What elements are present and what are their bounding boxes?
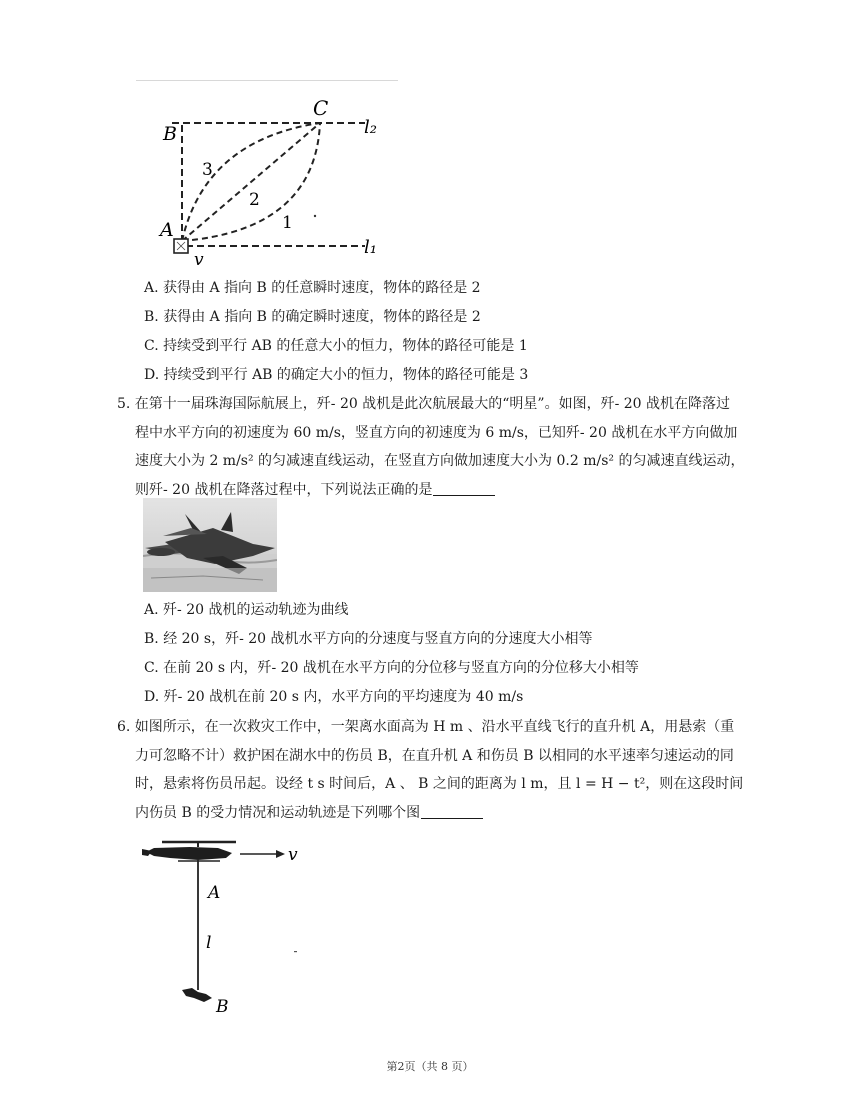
q6-answer-blank[interactable] xyxy=(421,804,483,819)
helicopter-figure xyxy=(140,836,310,1022)
label-v: v xyxy=(194,250,204,270)
q5-answer-blank[interactable] xyxy=(433,481,495,496)
label-l1: l₁ xyxy=(364,237,377,258)
q4-path-figure xyxy=(150,95,390,270)
label-B: B xyxy=(216,997,229,1017)
label-C: C xyxy=(313,96,329,120)
q6-line-1: 6. 如图所示，在一次救灾工作中，一架离水面高为 H m 、沿水平直线飞行的直升机 A，用悬索（重 xyxy=(117,719,735,735)
q5-line-1: 5. 在第十一届珠海国际航展上，歼- 20 战机是此次航展最大的“明星”。如图，歼- 20 战机在降落过 xyxy=(117,396,731,412)
q5-option-d[interactable]: D. 歼- 20 战机在前 20 s 内，水平方向的平均速度为 40 m/s xyxy=(144,689,524,705)
q4-option-d[interactable]: D. 持续受到平行 AB 的确定大小的恒力，物体的路径可能是 3 xyxy=(144,367,529,383)
q6-line-4-wrap xyxy=(117,799,757,828)
label-path-1: 1 xyxy=(282,213,293,233)
q5-line-3: 速度大小为 2 m/s² 的匀减速直线运动，在竖直方向做加速度大小为 0.2 m/s² 的匀减速直线运动， xyxy=(135,453,745,469)
jet-photo xyxy=(143,498,277,592)
label-path-3: 3 xyxy=(202,160,213,180)
helicopter-icon xyxy=(146,847,232,860)
q5-stem xyxy=(117,390,757,504)
label-v: v xyxy=(288,845,298,865)
label-B: B xyxy=(163,123,177,145)
q5-option-c[interactable]: C. 在前 20 s 内，歼- 20 战机在水平方向的分位移与竖直方向的分位移大小相等 xyxy=(144,660,639,676)
q4-option-b[interactable]: B. 获得由 A 指向 B 的确定瞬时速度，物体的路径是 2 xyxy=(144,309,481,325)
label-l2: l₂ xyxy=(364,117,377,138)
q5-option-b[interactable]: B. 经 20 s，歼- 20 战机水平方向的分速度与竖直方向的分速度大小相等 xyxy=(144,631,593,647)
q6-line-2: 力可忽略不计）救护困在湖水中的伤员 B，在直升机 A 和伤员 B 以相同的水平速率匀速运动的同 xyxy=(135,747,734,764)
q5-line-4: 则歼- 20 战机在降落过程中，下列说法正确的是 xyxy=(135,481,433,498)
path-2 xyxy=(182,123,320,241)
label-l: l xyxy=(206,933,212,953)
q4-option-c[interactable]: C. 持续受到平行 AB 的任意大小的恒力，物体的路径可能是 1 xyxy=(144,338,528,354)
person-b xyxy=(182,988,212,1002)
q4-option-a[interactable]: A. 获得由 A 指向 B 的任意瞬时速度，物体的路径是 2 xyxy=(144,280,481,296)
top-divider xyxy=(136,80,398,81)
q6-stem xyxy=(117,713,757,827)
q6-line-4: 内伤员 B 的受力情况和运动轨迹是下列哪个图 xyxy=(135,804,421,821)
q5-line-2: 程中水平方向的初速度为 60 m/s，竖直方向的初速度为 6 m/s，已知歼- 20 战机在水平方向做加 xyxy=(135,424,738,441)
label-A: A xyxy=(208,883,221,903)
label-path-2: 2 xyxy=(249,190,260,210)
page-footer: 第2页（共 8 页） xyxy=(386,1060,474,1073)
q6-line-3: 时，悬索将伤员吊起。设经 t s 时间后，A 、 B 之间的距离为 l m，且 l = H − t²，则在这段时间 xyxy=(135,776,744,792)
label-A: A xyxy=(160,219,174,241)
q5-option-a[interactable]: A. 歼- 20 战机的运动轨迹为曲线 xyxy=(144,602,349,618)
